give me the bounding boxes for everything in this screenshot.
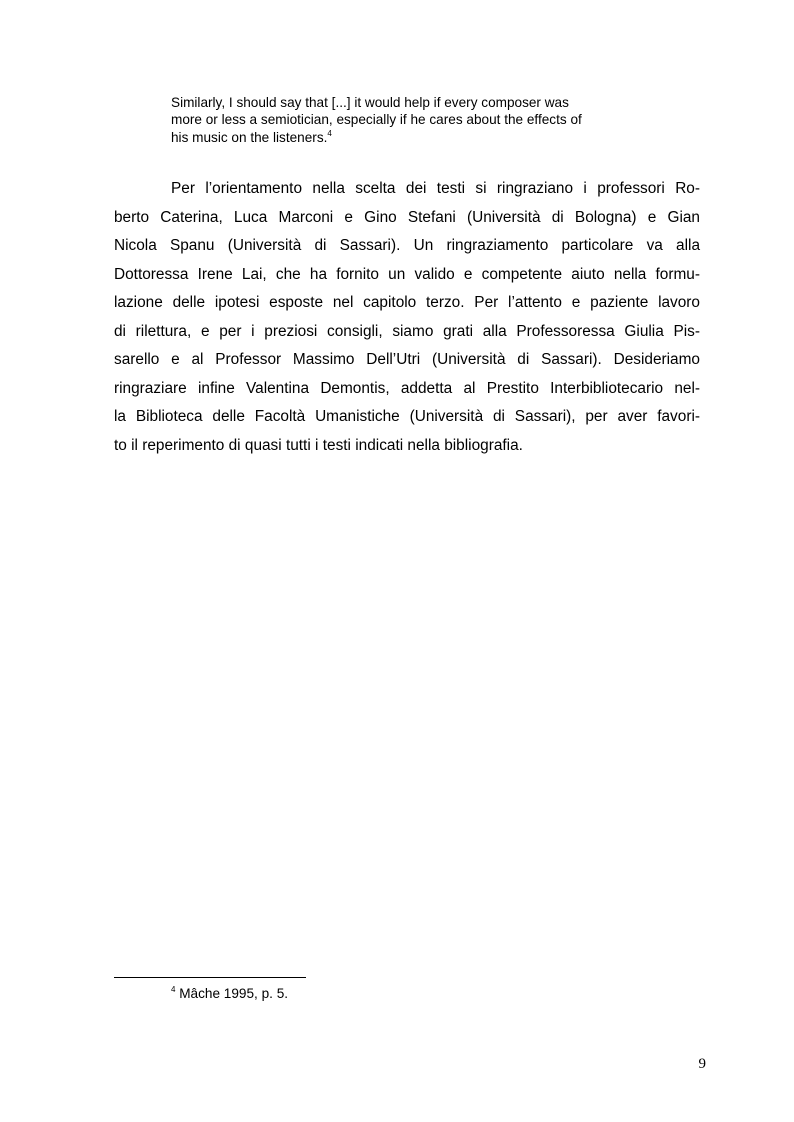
paragraph-line: Dottoressa Irene Lai, che ha fornito un valido e competente aiuto nella formu- — [114, 265, 700, 283]
paragraph-line: sarello e al Professor Massimo Dell’Utri (Università di Sassari). Desideriamo — [114, 351, 700, 368]
paragraph-line: Nicola Spanu (Università di Sassari). Un ringraziamento particolare va alla — [114, 237, 700, 254]
acknowledgements-paragraph — [114, 175, 700, 460]
footnote-reference[interactable]: 4 — [327, 128, 332, 138]
paragraph-line: la Biblioteca delle Facoltà Umanistiche (Università di Sassari), per aver favori- — [114, 408, 700, 425]
paragraph-line: to il reperimento di quasi tutti i testi indicati nella bibliografia. — [114, 436, 523, 454]
footnote-text: Mâche 1995, p. 5. — [179, 986, 289, 1001]
paragraph-line: berto Caterina, Luca Marconi e Gino Stefani (Università di Bologna) e Gian — [114, 208, 700, 226]
footnote-divider — [114, 977, 306, 978]
paragraph-line: lazione delle ipotesi esposte nel capitolo terzo. Per l’attento e paziente lavoro — [114, 294, 700, 311]
quote-line — [171, 129, 651, 146]
quote-line: more or less a semiotician, especially if he cares about the effects of — [171, 112, 582, 128]
paragraph-line: di rilettura, e per i preziosi consigli, siamo grati alla Professoressa Giulia Pis- — [114, 322, 700, 340]
quote-line-text: his music on the listeners. — [171, 129, 328, 145]
block-quote — [171, 94, 651, 146]
page-number: 9 — [698, 1056, 706, 1072]
footnote — [171, 985, 288, 1002]
footnote-number: 4 — [171, 985, 176, 994]
paragraph-line: ringraziare infine Valentina Demontis, addetta al Prestito Interbibliotecario nel- — [114, 379, 700, 397]
paragraph-line: Per l’orientamento nella scelta dei testi si ringraziano i professori Ro- — [171, 180, 700, 197]
quote-line: Similarly, I should say that [...] it would help if every composer was — [171, 95, 569, 110]
